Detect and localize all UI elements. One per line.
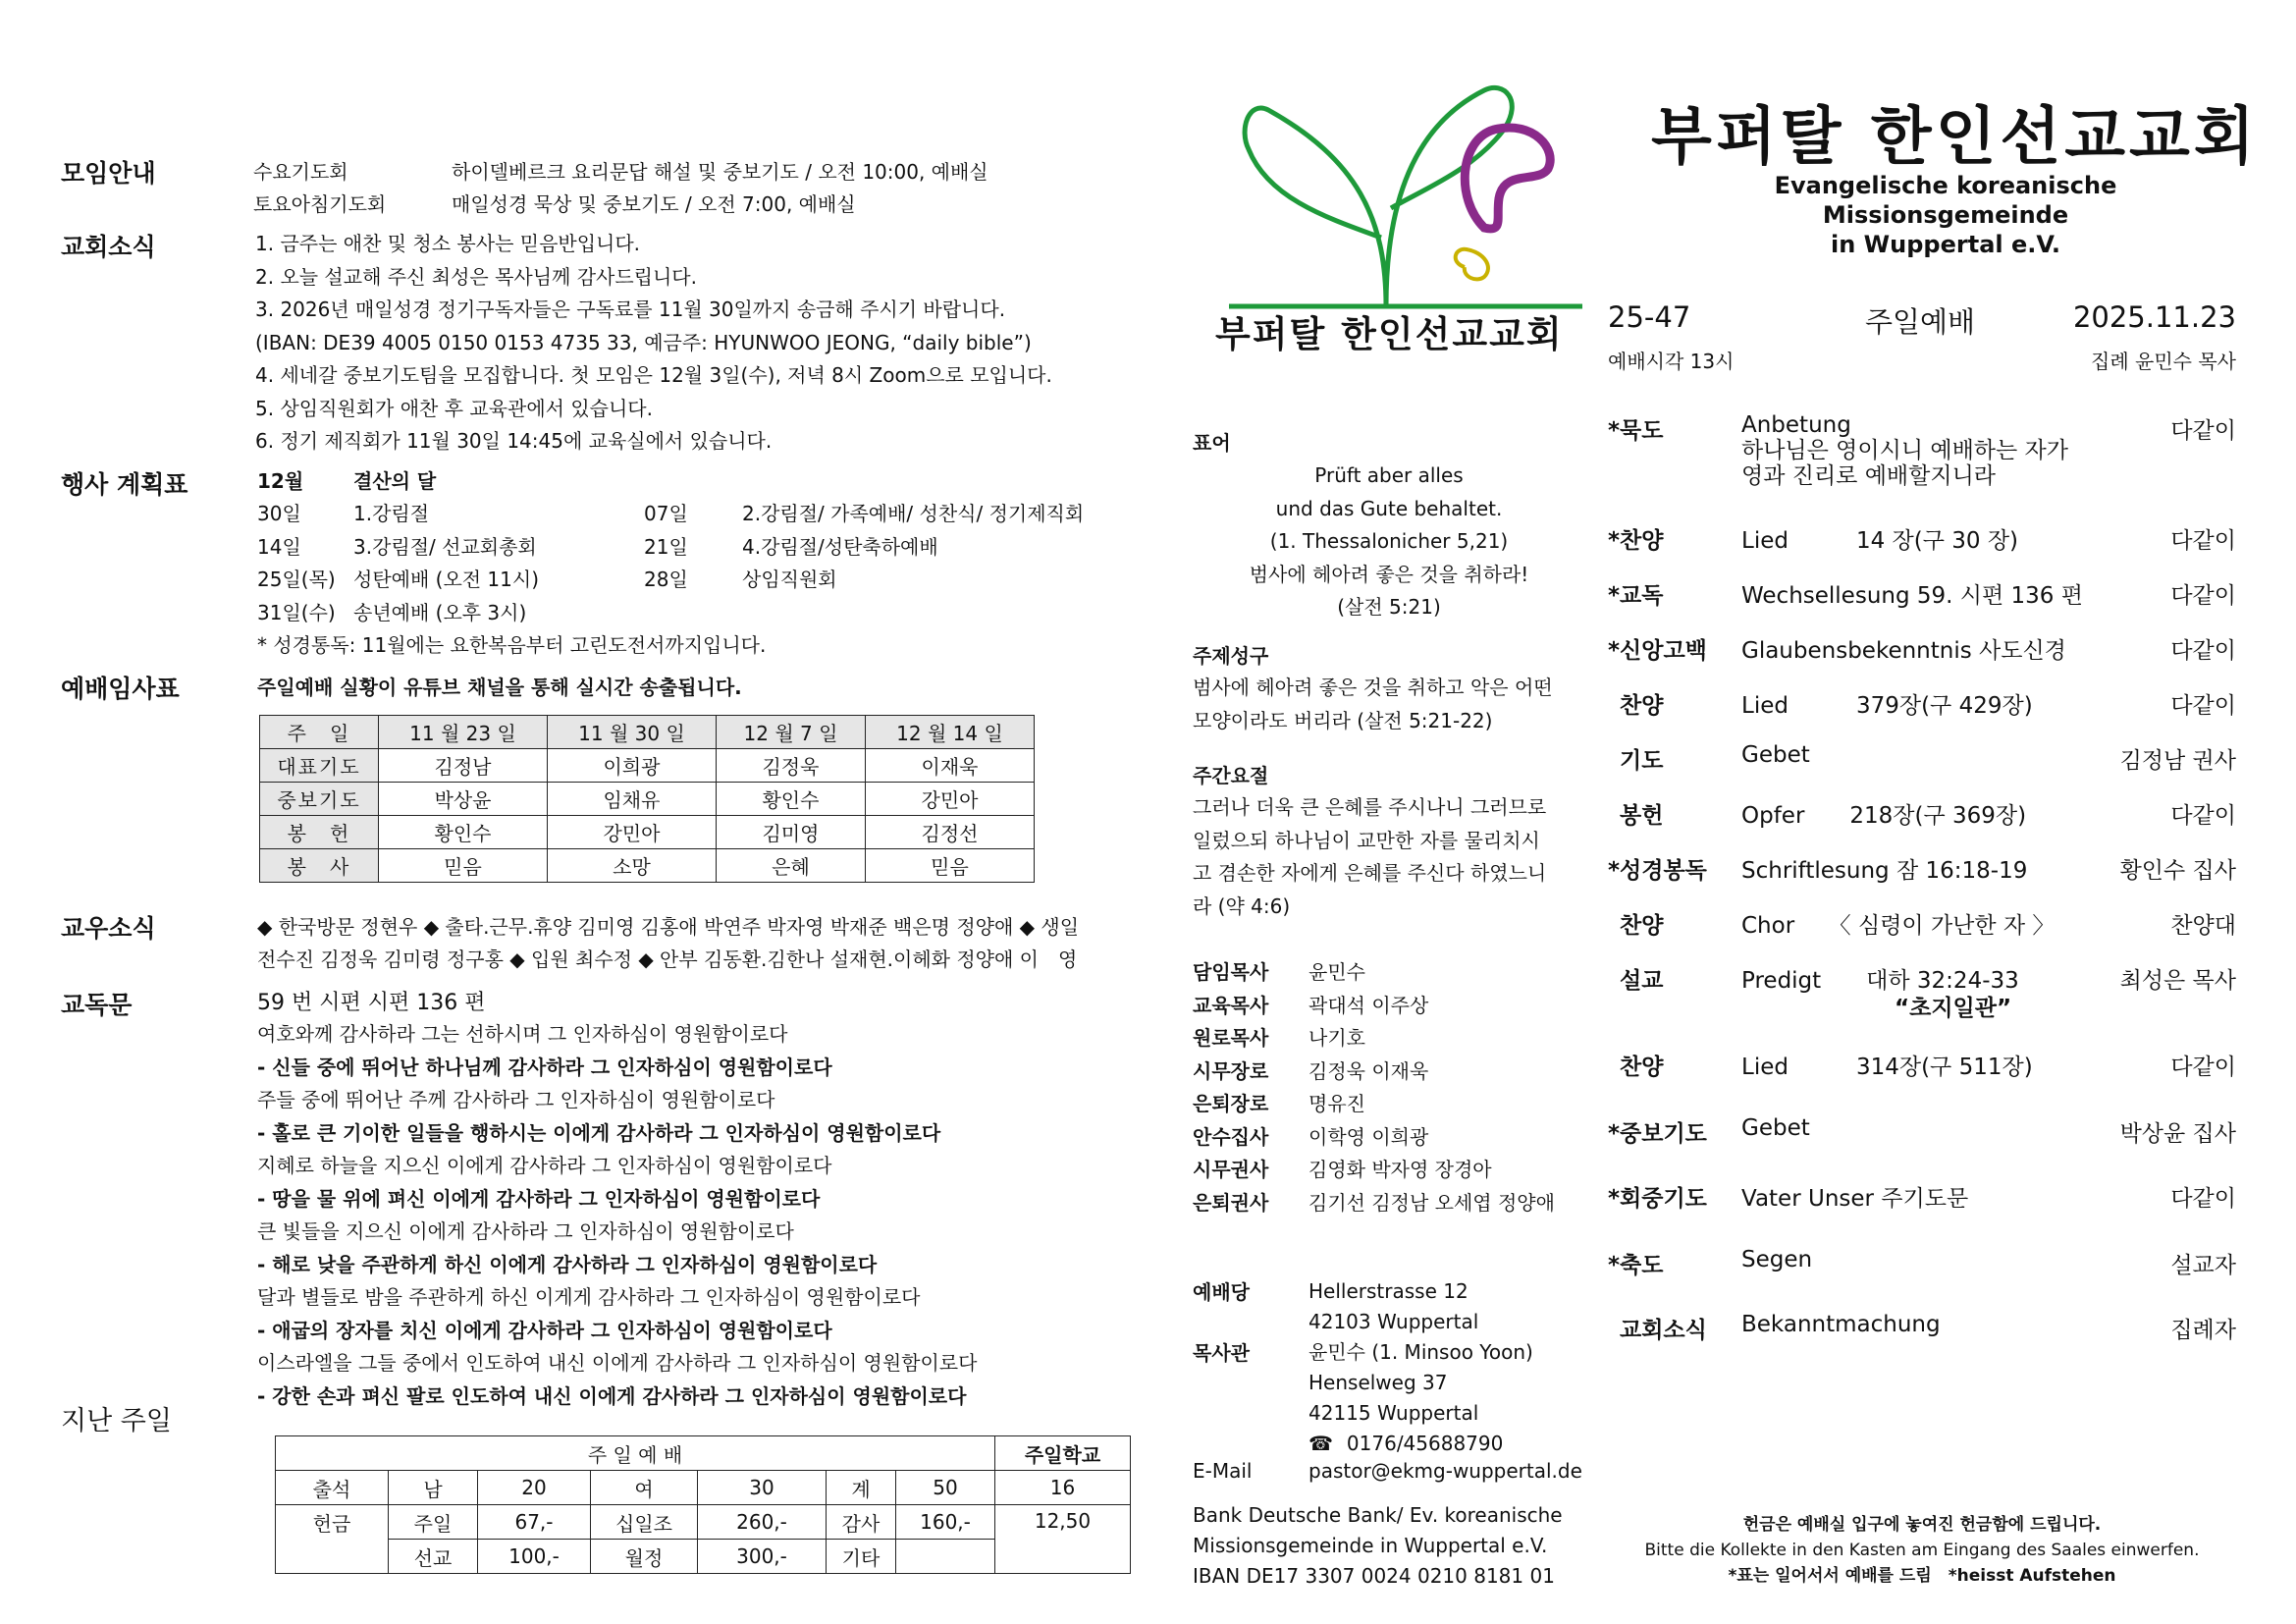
section-label-events: 행사 계획표	[61, 470, 188, 499]
table-cell: 주일	[389, 1505, 478, 1540]
table-row	[260, 816, 1035, 849]
table-cell: 주 일 예 배	[276, 1436, 995, 1471]
reading-line: 여호와께 감사하라 그는 선하시며 그 인자하심이 영원함이로다	[257, 1022, 788, 1046]
duty-table	[259, 715, 1035, 883]
chapel-label: 예배당	[1193, 1280, 1250, 1304]
reading-line: - 신들 중에 뛰어난 하나님께 감사하라 그 인자하심이 영원함이로다	[257, 1055, 832, 1079]
church-logo-icon	[1209, 71, 1602, 316]
table-cell: 260,-	[698, 1505, 827, 1540]
event-row: 21일 4.강림절/성탄축하예배	[644, 534, 938, 559]
table-cell: 임채유	[547, 783, 716, 816]
german-name: Evangelische koreanische Missionsgemeinde in Wuppertal e.V.	[1774, 172, 2117, 258]
responsive-reading	[257, 1018, 977, 1413]
email-label: E-Mail	[1193, 1459, 1253, 1483]
logo-caption: 부퍼탈 한인선교교회	[1215, 313, 1564, 355]
section-label-last-sunday: 지난 주일	[61, 1406, 172, 1436]
news-line: 2. 오늘 설교해 주신 최성은 목사님께 감사드립니다.	[255, 264, 697, 289]
theme-verse-text: 범사에 헤아려 좋은 것을 취하고 악은 어떤 모양이라도 버리라 (살전 5:21-22)	[1193, 676, 1553, 732]
phone-number: 0176/45688790	[1346, 1432, 1504, 1455]
table-cell: 이희광	[547, 749, 716, 783]
order-item-extra: 하나님은 영이시니 예배하는 자가 영과 진리로 예배할지니라	[1741, 438, 2068, 489]
chapel-address: Hellerstrasse 12 42103 Wuppertal	[1308, 1279, 1479, 1333]
table-cell: 이재욱	[865, 749, 1034, 783]
table-row	[260, 716, 1035, 749]
gathering-name-2: 토요아침기도회	[253, 192, 387, 216]
table-cell: 황인수	[716, 783, 865, 816]
table-cell: 김정선	[865, 816, 1034, 849]
table-cell: 주 일	[260, 716, 379, 749]
table-cell: 11 월 23 일	[379, 716, 548, 749]
events-note: * 성경통독: 11월에는 요한복음부터 고린도전서까지입니다.	[257, 633, 767, 657]
table-cell: 김정욱	[716, 749, 865, 783]
staff-list	[1193, 956, 1555, 1219]
table-cell: 대표기도	[260, 749, 379, 783]
table-row	[260, 783, 1035, 816]
table-row	[260, 849, 1035, 883]
table-cell	[896, 1540, 995, 1574]
members-line-1: ◆ 한국방문 정현우 ◆ 출타.근무.휴양 김미영 김홍애 박연주 박자영 박재준 백은명 정양애 ◆ 생일	[257, 915, 1080, 939]
reading-line: - 강한 손과 펴신 팔로 인도하여 내신 이에게 감사하라 그 인자하심이 영원함이로다	[257, 1383, 967, 1408]
reading-line: - 홀로 큰 기이한 일들을 행하시는 이에게 감사하라 그 인자하심이 영원함이로다	[257, 1120, 941, 1145]
table-cell: 20	[478, 1471, 591, 1505]
news-line: 1. 금주는 애찬 및 청소 봉사는 믿음반입니다.	[255, 232, 641, 255]
table-cell: 300,-	[698, 1540, 827, 1574]
table-cell: 여	[591, 1471, 698, 1505]
reading-line: - 애굽의 장자를 치신 이에게 감사하라 그 인자하심이 영원함이로다	[257, 1318, 832, 1342]
reading-line: - 땅을 물 위에 펴신 이에게 감사하라 그 인자하심이 영원함이로다	[257, 1186, 821, 1211]
event-row: 07일 2.강림절/ 가족예배/ 성찬식/ 정기제직회	[644, 502, 1085, 525]
email-address[interactable]: pastor@ekmg-wuppertal.de	[1308, 1459, 1582, 1483]
staff-row: 은퇴장로 명유진	[1193, 1092, 1365, 1115]
section-label-gatherings: 모임안내	[61, 159, 156, 188]
motto-label: 표어	[1193, 431, 1231, 455]
staff-row: 교육목사 곽대석 이주상	[1193, 993, 1429, 1017]
staff-row: 은퇴권사 김기선 김정남 오세엽 정양애	[1193, 1190, 1555, 1215]
table-cell	[276, 1540, 389, 1574]
event-row: 25일(목) 성탄예배 (오전 11시)	[257, 568, 540, 591]
gathering-desc-1: 하이델베르크 요리문답 해설 및 중보기도 / 오전 10:00, 예배실	[452, 160, 988, 184]
staff-row: 시무장로 김정욱 이재욱	[1193, 1058, 1429, 1083]
members-line-2: 전수진 김정욱 김미령 정구홍 ◆ 입원 최수정 ◆ 안부 김동환.김한나 설재현.이헤화 정양애 이 영	[257, 947, 1078, 971]
table-cell: 십일조	[591, 1505, 698, 1540]
table-cell: 선교	[389, 1540, 478, 1574]
event-row: 28일 상임직원회	[644, 568, 837, 591]
events-month: 12월	[257, 469, 304, 493]
table-cell: 강민아	[547, 816, 716, 849]
table-cell: 헌금	[276, 1505, 389, 1540]
event-row: 14일 3.강림절/ 선교회총회	[257, 534, 537, 559]
events-left	[257, 498, 540, 629]
news-line: 5. 상임직원회가 애찬 후 교육관에서 있습니다.	[255, 396, 653, 420]
section-label-members: 교우소식	[61, 914, 156, 943]
table-cell: 계	[827, 1471, 896, 1505]
table-cell: 기타	[827, 1540, 896, 1574]
gathering-name-1: 수요기도회	[253, 160, 348, 184]
news-line: (IBAN: DE39 4005 0150 0153 4735 33, 예금주: HYUNWOO JEONG, “daily bible”)	[255, 330, 1032, 354]
staff-row: 담임목사 윤민수	[1193, 960, 1365, 984]
motto-text: Prüft aber alles und das Gute behaltet. (1. Thessalonicher 5,21) 범사에 헤아려 좋은 것을 취하라! (살전 5:21)	[1249, 463, 1529, 619]
bulletin-number: 25-47	[1608, 300, 1691, 334]
table-cell: 소망	[547, 849, 716, 883]
table-cell: 남	[389, 1471, 478, 1505]
reading-line: 지혜로 하늘을 지으신 이에게 감사하라 그 인자하심이 영원함이로다	[257, 1154, 832, 1177]
table-row	[276, 1436, 1131, 1471]
duty-notice: 주일예배 실황이 유튜브 채널을 통해 실시간 송출됩니다.	[257, 676, 742, 699]
staff-row: 시무권사 김영화 박자영 장경아	[1193, 1158, 1492, 1181]
table-cell: 봉 사	[260, 849, 379, 883]
sermon-title: “초지일관”	[1895, 996, 2012, 1021]
section-label-news: 교회소식	[61, 233, 156, 261]
responsive-title: 59 번 시편 시편 136 편	[257, 991, 486, 1015]
reading-line: 달과 별들로 밤을 주관하게 하신 이게게 감사하라 그 인자하심이 영원함이로다	[257, 1285, 921, 1309]
news-list	[255, 228, 1139, 459]
table-cell: 160,-	[896, 1505, 995, 1540]
table-cell: 중보기도	[260, 783, 379, 816]
service-time: 예배시각 13시	[1608, 350, 1735, 373]
reading-line: - 해로 낮을 주관하게 하신 이에게 감사하라 그 인자하심이 영원함이로다	[257, 1252, 878, 1276]
church-title: 부퍼탈 한인선교교회	[1651, 101, 2259, 174]
table-cell: 김정남	[379, 749, 548, 783]
section-label-responsive: 교독문	[61, 991, 133, 1019]
staff-row: 원로목사 나기호	[1193, 1026, 1365, 1050]
table-cell: 황인수	[379, 816, 548, 849]
service-title: 주일예배	[1865, 305, 1976, 339]
manse-label: 목사관	[1193, 1341, 1250, 1365]
table-cell: 12,50	[995, 1505, 1131, 1574]
section-label-duty: 예배임사표	[61, 675, 180, 703]
event-row: 30일 1.강림절	[257, 502, 430, 525]
table-cell: 12 월 7 일	[716, 716, 865, 749]
phone-icon: ☎	[1308, 1432, 1333, 1455]
table-cell: 믿음	[865, 849, 1034, 883]
staff-row: 안수집사 이학영 이희광	[1193, 1124, 1429, 1149]
table-cell: 강민아	[865, 783, 1034, 816]
table-cell: 월정	[591, 1540, 698, 1574]
reading-line: 큰 빛들을 지으신 이에게 감사하라 그 인자하심이 영원함이로다	[257, 1219, 794, 1243]
manse-address: 윤민수 (1. Minsoo Yoon) Henselweg 37 42115 Wuppertal ☎ 0176/45688790	[1308, 1340, 1533, 1455]
table-cell: 30	[698, 1471, 827, 1505]
table-cell: 김미영	[716, 816, 865, 849]
last-sunday-table	[275, 1435, 1131, 1574]
event-row: 31일(수) 송년예배 (오후 3시)	[257, 600, 527, 624]
table-cell: 은혜	[716, 849, 865, 883]
table-row	[260, 749, 1035, 783]
service-date: 2025.11.23	[2072, 300, 2236, 334]
table-cell: 50	[896, 1471, 995, 1505]
officiant: 집례 윤민수 목사	[2091, 350, 2236, 373]
bank-info: Bank Deutsche Bank/ Ev. koreanische Missionsgemeinde in Wuppertal e.V. IBAN DE17 3307 0024 0210 8181 01	[1193, 1503, 1563, 1588]
news-line: 3. 2026년 매일성경 정기구독자들은 구독료를 11월 30일까지 송금해 주시기 바랍니다.	[255, 298, 1006, 321]
table-cell: 16	[995, 1471, 1131, 1505]
table-cell: 박상윤	[379, 783, 548, 816]
table-cell: 봉 헌	[260, 816, 379, 849]
table-cell: 출석	[276, 1471, 389, 1505]
table-cell: 믿음	[379, 849, 548, 883]
offering-note: 헌금은 예배실 입구에 놓여진 헌금함에 드립니다. Bitte die Kollekte in den Kasten am Eingang des Saales einwerfen. *표는 일어서서 예배를 드림 *heisst Aufstehen	[1644, 1515, 2200, 1586]
table-cell: 67,-	[478, 1505, 591, 1540]
gathering-desc-2: 매일성경 묵상 및 중보기도 / 오전 7:00, 예배실	[452, 192, 856, 216]
table-cell: 감사	[827, 1505, 896, 1540]
events-right	[644, 498, 1085, 597]
table-row	[276, 1471, 1131, 1505]
reading-line: 이스라엘을 그들 중에서 인도하여 내신 이에게 감사하라 그 인자하심이 영원함이로다	[257, 1351, 978, 1375]
news-line: 4. 세네갈 중보기도팀을 모집합니다. 첫 모임은 12월 3일(수), 저녁 8시 Zoom으로 모입니다.	[255, 363, 1052, 387]
table-cell: 주일학교	[995, 1436, 1131, 1471]
theme-verse-label: 주제성구	[1193, 644, 1269, 668]
news-line: 6. 정기 제직회가 11월 30일 14:45에 교육실에서 있습니다.	[255, 429, 773, 453]
table-row	[276, 1505, 1131, 1540]
table-cell: 12 월 14 일	[865, 716, 1034, 749]
weekly-verse-label: 주간요절	[1193, 764, 1269, 787]
reading-line: 주들 중에 뛰어난 주께 감사하라 그 인자하심이 영원함이로다	[257, 1088, 775, 1111]
events-theme: 결산의 달	[353, 469, 437, 493]
weekly-verse-text: 그러나 더욱 큰 은혜를 주시나니 그러므로 일렀으되 하나님이 교만한 자를 물리치시 고 겸손한 자에게 은혜를 주신다 하였느니 라 (약 4:6)	[1193, 795, 1547, 918]
table-cell: 11 월 30 일	[547, 716, 716, 749]
table-cell: 100,-	[478, 1540, 591, 1574]
